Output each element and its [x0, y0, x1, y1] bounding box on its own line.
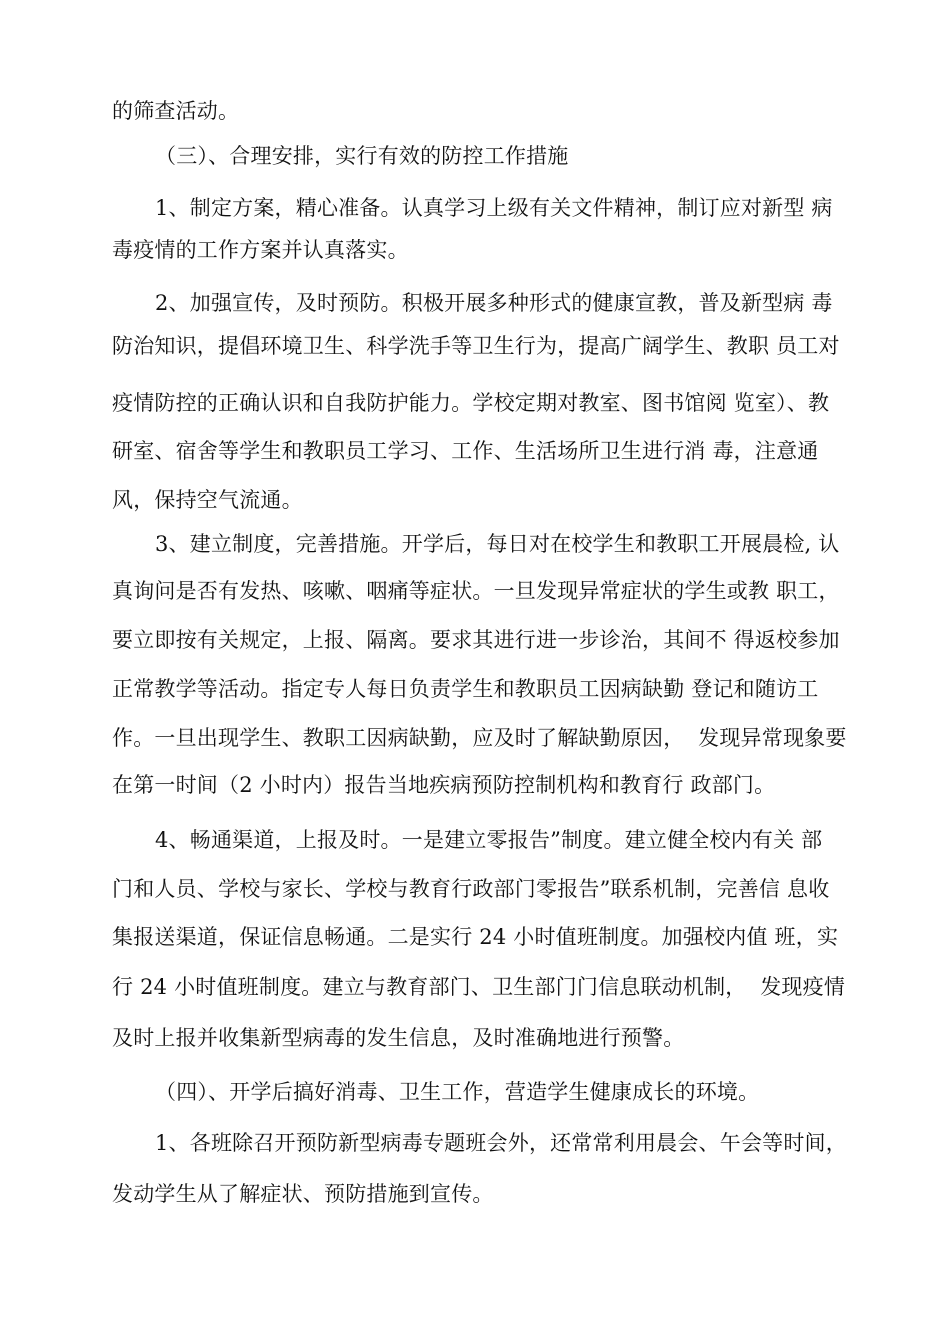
paragraph-line: 真询问是否有发热、咳嗽、咽痛等症状。一旦发现异常症状的学生或教 职工， [112, 579, 840, 603]
paragraph-line: 门和人员、学校与家长、学校与教育行政部门零报告”联系机制，完善信 息收 [112, 877, 830, 901]
paragraph-line: 集报送渠道，保证信息畅通。二是实行 24 小时值班制度。加强校内值 班，实 [112, 925, 839, 949]
paragraph-line: 1、制定方案，精心准备。认真学习上级有关文件精神，制订应对新型 病 [155, 196, 833, 220]
paragraph-line: 毒疫情的工作方案并认真落实。 [112, 238, 409, 262]
paragraph-line: 发动学生从了解症状、预防措施到宣传。 [112, 1182, 494, 1206]
section-heading: （三）、合理安排，实行有效的防控工作措施 [155, 144, 569, 168]
paragraph-line: 正常教学等活动。指定专人每日负责学生和教职员工因病缺勤 登记和随访工 [112, 677, 819, 701]
section-heading: （四）、开学后搞好消毒、卫生工作，营造学生健康成长的环境。 [155, 1080, 760, 1104]
paragraph-line: 防治知识，提倡环境卫生、科学洗手等卫生行为，提高广阔学生、教职 员工对 [112, 334, 840, 358]
paragraph-line: 4、畅通渠道，上报及时。一是建立零报告”制度。建立健全校内有关 部 [155, 828, 823, 852]
paragraph-line: 1、各班除召开预防新型病毒专题班会外，还常常利用晨会、午会等时间， [155, 1131, 847, 1155]
paragraph-line: 3、建立制度，完善措施。开学后，每日对在校学生和教职工开展晨检, 认 [155, 532, 840, 556]
paragraph-line: 在第一时间（2 小时内）报告当地疾病预防控制机构和教育行 政部门。 [112, 773, 776, 797]
paragraph-line: 行 24 小时值班制度。建立与教育部门、卫生部门门信息联动机制， 发现疫情 [112, 975, 846, 999]
paragraph-line: 疫情防控的正确认识和自我防护能力。学校定期对教室、图书馆阅 览室）、教 [112, 391, 830, 415]
paragraph-line: 要立即按有关规定，上报、隔离。要求其进行进一步诊治，其间不 得返校参加 [112, 628, 840, 652]
paragraph-line: 研室、宿舍等学生和教职员工学习、工作、生活场所卫生进行消 毒，注意通 [112, 439, 819, 463]
paragraph-line: 作。一旦出现学生、教职工因病缺勤，应及时了解缺勤原因， 发现异常现象要 [112, 726, 847, 750]
paragraph-line: 及时上报并收集新型病毒的发生信息，及时准确地进行预警。 [112, 1026, 685, 1050]
paragraph-line: 2、加强宣传，及时预防。积极开展多种形式的健康宣教，普及新型病 毒 [155, 291, 833, 315]
paragraph-line: 风，保持空气流通。 [112, 488, 303, 512]
text-line: 的筛查活动。 [112, 99, 240, 123]
